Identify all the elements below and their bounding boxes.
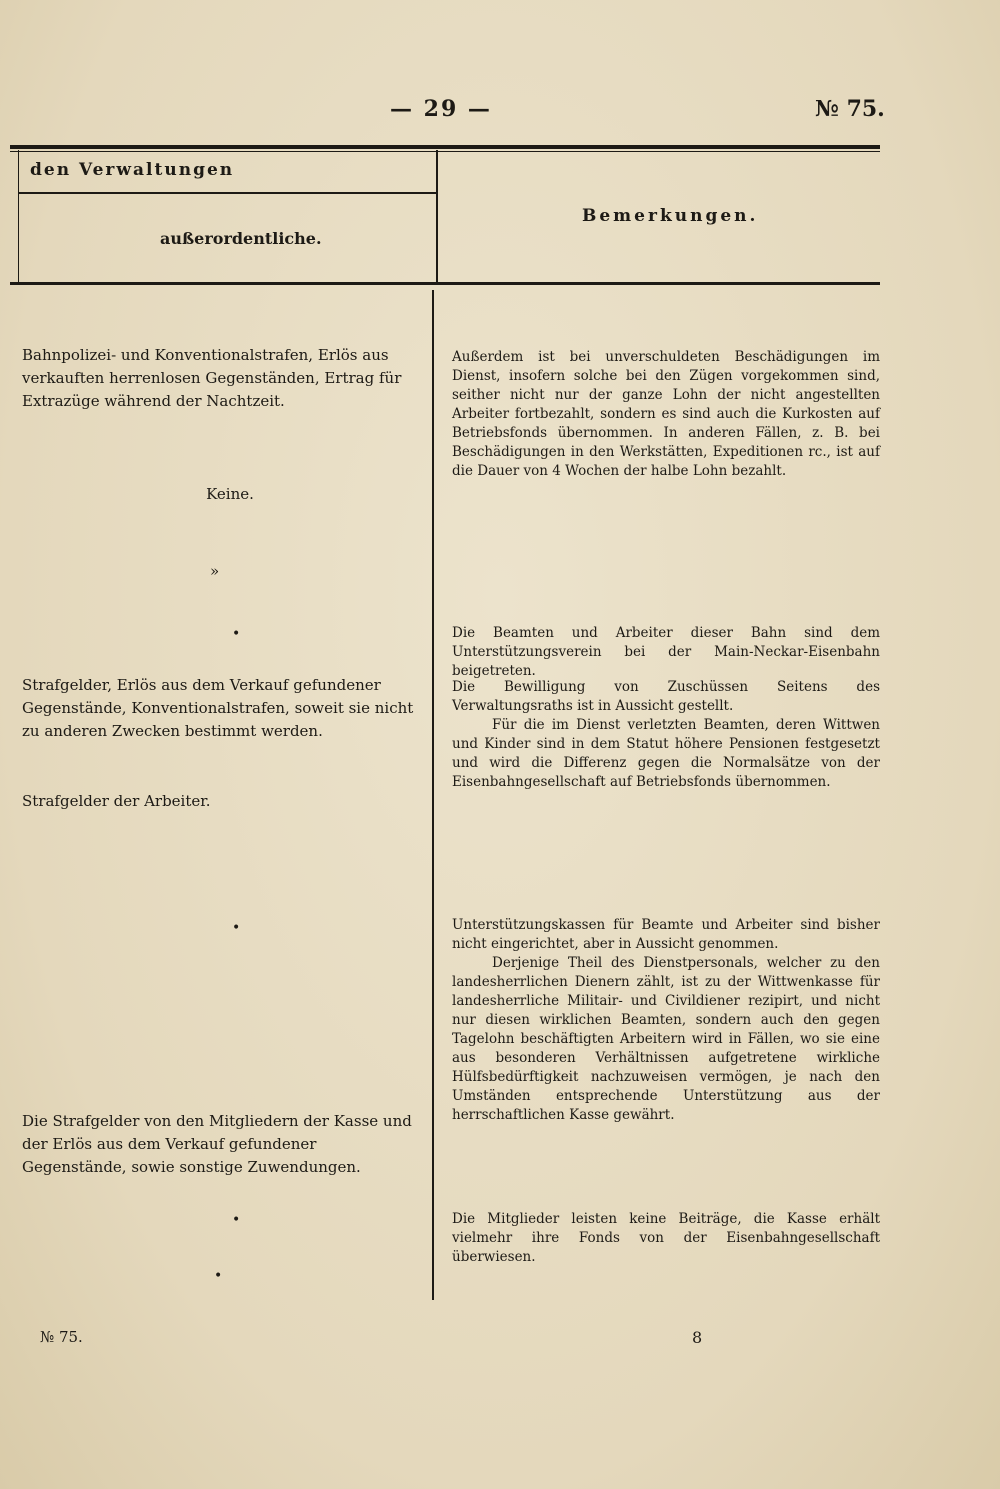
left-entry-4: Strafgelder, Erlös aus dem Verkauf gefundener Gegenstände, Konventionalstrafen, soweit sie nicht zu anderen Zwecken bestimmt werden.: [22, 676, 414, 740]
subhead-rule: [18, 192, 436, 194]
document-number: № 75.: [815, 96, 885, 122]
top-thin-rule: [10, 151, 880, 152]
header-bottom-rule: [10, 282, 880, 285]
left-edge-rule: [18, 150, 19, 284]
remark-3b: Für die im Dienst verletzten Beamten, deren Wittwen und Kinder sind in dem Statut höhere Pensionen festgesetzt und wird die Differenz gegen die Normalsätze von der Eisenbahngesellschaft auf Betriebsfonds übernommen.: [452, 717, 880, 790]
column-heading-remarks: Bemerkungen.: [582, 206, 759, 226]
top-double-rule: [10, 145, 880, 149]
bullet-dot: •: [232, 920, 241, 936]
remark-3a: Die Bewilligung von Zuschüssen Seitens des Verwaltungsraths ist in Aussicht gestellt.: [452, 679, 880, 714]
left-entry-3: »: [210, 562, 220, 580]
remark-1: Außerdem ist bei unverschuldeten Beschädigungen im Dienst, insofern solche bei den Zügen vorgekommen sind, seither nicht nur der ganze Lohn der nicht angestellten Arbeiter fortbezahlt, sondern es sind auch die Kurkosten auf Betriebsfonds übernommen. In anderen Fällen, z. B. bei Beschädigungen in den Werkstätten, Expeditionen rc., ist auf die Dauer von 4 Wochen der halbe Lohn bezahlt.: [452, 349, 880, 479]
remark-4a: Unterstützungskassen für Beamte und Arbeiter sind bisher nicht eingerichtet, aber in Aussicht genommen.: [452, 917, 880, 952]
column-divider-body: [432, 290, 434, 1300]
remark-4b: Derjenige Theil des Dienstpersonals, welcher zu den landesherrlichen Dienern zählt, ist zu der Wittwenkasse für landesherrliche Militair- und Civildiener rezipirt, und nicht nur diesen wirklichen Beamten, sondern auch den gegen Tagelohn beschäftigten Arbeitern wird in Fällen, wo sie eine aus besonderen Verhältnissen aufgetretene wirkliche Hülfsbedürftigkeit nachzuweisen vermögen, je nach den Umständen entsprechende Unterstützung aus der herrschaftlichen Kasse gewährt.: [452, 955, 880, 1123]
footer-sheet-number: 8: [692, 1328, 703, 1347]
left-entry-1: Bahnpolizei- und Konventionalstrafen, Erlös aus verkauften herrenlosen Gegenständen, Ertrag für Extrazüge während der Nachtzeit.: [22, 346, 402, 410]
footer-document-number: № 75.: [40, 1328, 83, 1346]
left-entry-5: Strafgelder der Arbeiter.: [22, 792, 211, 810]
column-heading-extraordinary: außerordentliche.: [160, 229, 322, 248]
left-entry-2: Keine.: [206, 485, 254, 503]
left-entry-6: Die Strafgelder von den Mitgliedern der Kasse und der Erlös aus dem Verkauf gefundener Gegenstände, sowie sonstige Zuwendungen.: [22, 1112, 412, 1176]
bullet-dot: •: [214, 1268, 223, 1284]
column-group-heading: den Verwaltungen: [30, 160, 235, 180]
remark-2: Die Beamten und Arbeiter dieser Bahn sind dem Unterstützungsverein bei der Main-Neckar-Eisenbahn beigetreten.: [452, 625, 880, 679]
remark-5: Die Mitglieder leisten keine Beiträge, die Kasse erhält vielmehr ihre Fonds von der Eisenbahngesellschaft überwiesen.: [452, 1211, 880, 1265]
bullet-dot: •: [232, 626, 241, 642]
column-divider-header: [436, 150, 438, 284]
bullet-dot: •: [232, 1212, 241, 1228]
page-number: — 29 —: [390, 96, 492, 122]
